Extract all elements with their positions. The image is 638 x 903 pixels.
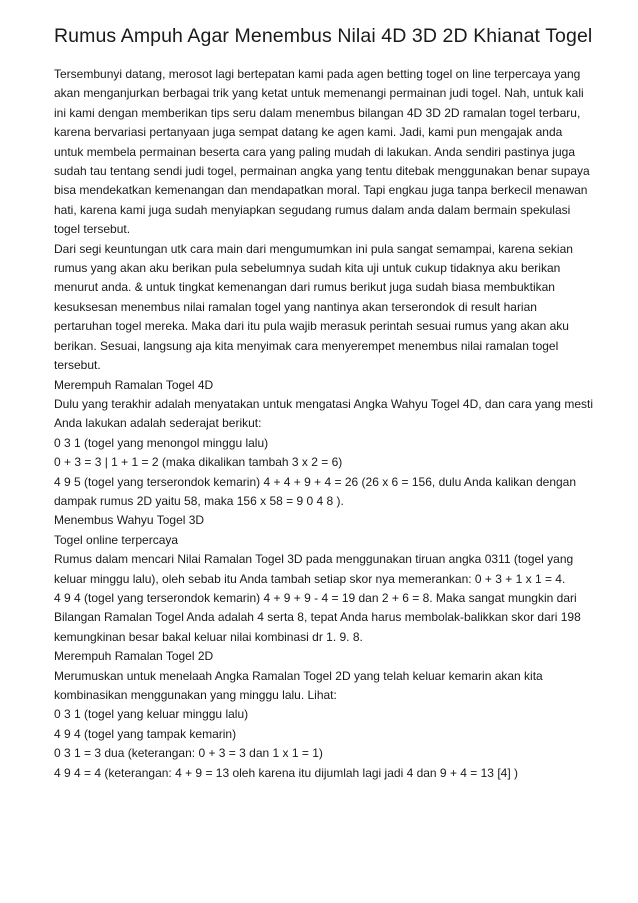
document-title: Rumus Ampuh Agar Menembus Nilai 4D 3D 2D Khianat Togel [54, 25, 593, 47]
document-body [54, 65, 594, 783]
heading-3d: Menembus Wahyu Togel 3D [54, 513, 205, 528]
document-page [54, 26, 594, 783]
line-2d-step-3: 0 3 1 = 3 dua (keterangan: 0 + 3 = 3 dan 1 x 1 = 1) [54, 746, 323, 761]
line-togel-online: Togel online terpercaya [54, 532, 179, 547]
line-4d-step-1: 0 3 1 (togel yang menongol minggu lalu) [54, 435, 269, 450]
heading-4d: Merempuh Ramalan Togel 4D [54, 377, 214, 392]
line-2d-step-2: 4 9 4 (togel yang tampak kemarin) [54, 726, 237, 741]
line-4d-step-3: 4 9 5 (togel yang terserondok kemarin) 4 + 4 + 9 + 4 = 26 (26 x 6 = 156, dulu Anda kalikan dengan dampak rumus 2D yaitu 58, maka 156 x 58 = 9 0 4 8 ). [54, 474, 577, 508]
paragraph-intro: Tersembunyi datang, merosot lagi bertepatan kami pada agen betting togel on line terpercaya yang akan menganjurkan berbagai trik yang ketat untuk memenangi permainan judi togel. Nah, untuk kali ini kami dengan memberikan tips seru dalam menembus bilangan 4D 3D 2D ramalan togel terbaru, karena bervariasi pertanyaan juga sempat datang ke agen kami. Jadi, kami pun mengajak anda untuk membela permainan beserta cara yang paling mudah di lakukan. Anda sendiri pastinya juga sudah tau tentang sendi judi togel, permainan angka yang tentu ditebak menggunakan benar supaya bisa mendekatkan kemenangan dan mendapatkan moral. Tapi engkau juga tanpa berkecil menawan hati, karena kami juga sudah menyiapkan segudang rumus dalam anda dalam bermain spekulasi togel tersebut. [54, 67, 590, 237]
line-4d-step-2: 0 + 3 = 3 | 1 + 1 = 2 (maka dikalikan tambah 3 x 2 = 6) [54, 455, 343, 470]
paragraph-keuntungan: Dari segi keuntungan utk cara main dari mengumumkan ini pula sangat semampai, karena sekian rumus yang akan aku berikan pula sebelumnya sudah kita uji untuk cukup tidaknya aku berikan menurut anda. & untuk tingkat kemenangan dari rumus berikut juga sudah biasa membuktikan kesuksesan menembus nilai ramalan togel yang nantinya akan terserondok di result harian pertaruhan togel mereka. Maka dari itu pula wajib merasuk perintah sesuai rumus yang akan aku berikan. Sesuai, langsung aja kita menyimak cara menyerempet menembus nilai ramalan togel tersebut. [54, 241, 573, 373]
heading-2d: Merempuh Ramalan Togel 2D [54, 649, 214, 664]
paragraph-3d-example: 4 9 4 (togel yang terserondok kemarin) 4 + 9 + 9 - 4 = 19 dan 2 + 6 = 8. Maka sangat mungkin dari Bilangan Ramalan Togel Anda adalah 4 serta 8, tepat Anda harus membolak-balikkan skor dari 198 kemungkinan besar bakal keluar nilai kombinasi dr 1. 9. 8. [54, 590, 581, 644]
line-2d-step-4: 4 9 4 = 4 (keterangan: 4 + 9 = 13 oleh karena itu dijumlah lagi jadi 4 dan 9 + 4 = 13 [4] ) [54, 765, 518, 780]
paragraph-4d-intro: Dulu yang terakhir adalah menyatakan untuk mengatasi Angka Wahyu Togel 4D, dan cara yang mesti Anda lakukan adalah sederajat berikut: [54, 396, 593, 431]
line-2d-step-1: 0 3 1 (togel yang keluar minggu lalu) [54, 707, 249, 722]
paragraph-2d-intro: Merumuskan untuk menelaah Angka Ramalan Togel 2D yang telah keluar kemarin akan kita kombinasikan menggunakan yang minggu lalu. Lihat: [54, 668, 543, 702]
paragraph-3d-rumus: Rumus dalam mencari Nilai Ramalan Togel 3D pada menggunakan tiruan angka 0311 (togel yang keluar minggu lalu), oleh sebab itu Anda tambah setiap skor nya memerankan: 0 + 3 + 1 x 1 = 4. [54, 552, 574, 586]
